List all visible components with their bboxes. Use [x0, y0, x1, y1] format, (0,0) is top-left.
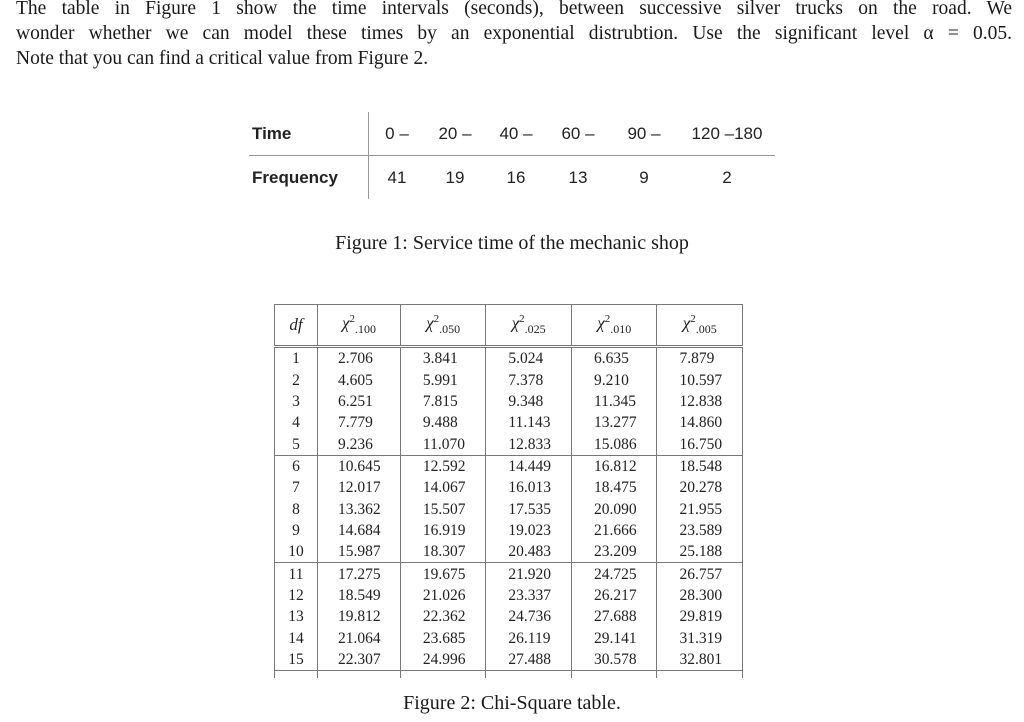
- df-value: 6: [275, 455, 318, 477]
- critical-value: 26.119: [486, 627, 572, 648]
- critical-value: 29.819: [657, 606, 743, 627]
- critical-value: 24.736: [486, 606, 572, 627]
- critical-value: 29.141: [571, 627, 657, 648]
- frequency-value: 19: [445, 167, 465, 187]
- chi-sup: 2: [433, 312, 440, 325]
- chi-table-row: [275, 520, 743, 541]
- critical-value: 14.449: [486, 455, 572, 477]
- time-bin: 0 –: [369, 112, 426, 156]
- critical-value: 25.188: [657, 541, 743, 563]
- statement-line: The table in Figure 1 show the time intervals (seconds), between successive silver trucks on the road. We: [16, 0, 1012, 19]
- chi-sub: .010: [610, 322, 632, 337]
- chi-table-row: [275, 585, 743, 606]
- critical-value: 11.143: [486, 412, 572, 433]
- critical-value: 10.645: [318, 455, 401, 477]
- critical-value: 7.378: [486, 369, 572, 390]
- critical-value: 21.666: [571, 520, 657, 541]
- df-value: 9: [275, 520, 318, 541]
- critical-value: 19.023: [486, 520, 572, 541]
- critical-value: 7.815: [400, 391, 486, 412]
- critical-value: 19.675: [400, 563, 486, 585]
- critical-value: 12.592: [400, 455, 486, 477]
- frequency-value: 16: [506, 167, 526, 187]
- df-value: 10: [275, 541, 318, 563]
- df-value: 3: [275, 391, 318, 412]
- critical-value: 14.860: [657, 412, 743, 433]
- critical-value: 18.548: [657, 455, 743, 477]
- chi-symbol: χ: [426, 313, 434, 333]
- chi-sub: .100: [354, 322, 376, 337]
- critical-value: 13.277: [571, 412, 657, 433]
- chi-table-row: [275, 563, 743, 585]
- df-value: 5: [275, 433, 318, 455]
- critical-value: 3.841: [400, 347, 486, 370]
- time-bin: 20 –: [425, 112, 485, 156]
- df-value: 2: [275, 369, 318, 390]
- df-header: df: [275, 305, 318, 347]
- chi-table-row: [275, 412, 743, 433]
- critical-value: 11.345: [571, 391, 657, 412]
- chi-symbol: χ: [511, 313, 520, 333]
- critical-value: 11.070: [400, 433, 486, 455]
- df-value: 13: [275, 606, 318, 627]
- frequency-table: [249, 112, 775, 199]
- critical-value: 21.026: [400, 585, 486, 606]
- chi-sub: .025: [524, 322, 546, 337]
- statement-line: wonder whether we can model these times by an exponential distrubtion. Use the significant level α = 0.05.: [16, 23, 1012, 44]
- time-bin: 60 –: [547, 112, 609, 156]
- critical-value: 30.578: [571, 649, 657, 671]
- critical-value: 20.278: [657, 477, 743, 498]
- critical-value: 18.549: [318, 585, 401, 606]
- critical-value: 13.362: [318, 498, 401, 519]
- critical-value: 21.920: [486, 563, 572, 585]
- chi-column-header: [400, 305, 486, 347]
- critical-value: 23.589: [657, 520, 743, 541]
- chi-column-header: [571, 305, 657, 347]
- chi-sup: 2: [690, 312, 696, 325]
- time-bin: 90 –: [609, 112, 679, 156]
- frequency-header: Frequency: [249, 156, 369, 200]
- df-value: 4: [275, 412, 318, 433]
- frequency-value: 2: [722, 167, 732, 187]
- critical-value: 22.307: [318, 649, 401, 671]
- critical-value: 7.879: [657, 347, 743, 370]
- critical-value: 26.757: [657, 563, 743, 585]
- critical-value: 14.067: [400, 477, 486, 498]
- chi-column-header: [318, 305, 401, 347]
- chi-column-header: [657, 305, 743, 347]
- chi-table-row: [275, 541, 743, 563]
- chi-table-row: [275, 391, 743, 412]
- critical-value: 24.725: [571, 563, 657, 585]
- empty-cell: [275, 671, 318, 678]
- df-value: 14: [275, 627, 318, 648]
- critical-value: 17.275: [318, 563, 401, 585]
- frequency-value: 41: [387, 167, 407, 187]
- critical-value: 16.812: [571, 455, 657, 477]
- critical-value: 16.750: [657, 433, 743, 455]
- chi-table-row: [275, 433, 743, 455]
- critical-value: 26.217: [571, 585, 657, 606]
- chi-sup: 2: [519, 312, 525, 325]
- chi-square-table-wrapper: [274, 304, 743, 678]
- chi-symbol: χ: [341, 313, 350, 333]
- critical-value: 7.779: [318, 412, 401, 433]
- frequency-value: 13: [568, 167, 588, 187]
- critical-value: 15.086: [571, 433, 657, 455]
- empty-cell: [571, 671, 657, 678]
- time-bin: 40 –: [485, 112, 547, 156]
- frequency-value: 9: [639, 167, 649, 187]
- critical-value: 32.801: [657, 649, 743, 671]
- critical-value: 16.919: [400, 520, 486, 541]
- critical-value: 23.337: [486, 585, 572, 606]
- chi-table-row: [275, 498, 743, 519]
- critical-value: 18.307: [400, 541, 486, 563]
- critical-value: 9.348: [486, 391, 572, 412]
- frequency-row: [249, 156, 775, 200]
- chi-sub: .005: [695, 322, 717, 337]
- chi-table-row: [275, 649, 743, 671]
- chi-table-row: [275, 455, 743, 477]
- critical-value: 21.064: [318, 627, 401, 648]
- chi-sup: 2: [604, 312, 611, 325]
- critical-value: 15.507: [400, 498, 486, 519]
- critical-value: 20.090: [571, 498, 657, 519]
- critical-value: 9.236: [318, 433, 401, 455]
- critical-value: 21.955: [657, 498, 743, 519]
- chi-table-row-cut: [275, 671, 743, 678]
- critical-value: 17.535: [486, 498, 572, 519]
- df-value: 15: [275, 649, 318, 671]
- critical-value: 23.685: [400, 627, 486, 648]
- chi-symbol: χ: [597, 313, 605, 333]
- df-value: 12: [275, 585, 318, 606]
- critical-value: 10.597: [657, 369, 743, 390]
- critical-value: 4.605: [318, 369, 401, 390]
- critical-value: 16.013: [486, 477, 572, 498]
- critical-value: 12.833: [486, 433, 572, 455]
- critical-value: 2.706: [318, 347, 401, 370]
- time-row: [249, 112, 775, 156]
- chi-symbol: χ: [682, 313, 691, 333]
- critical-value: 6.251: [318, 391, 401, 412]
- chi-table-row: [275, 369, 743, 390]
- df-value: 7: [275, 477, 318, 498]
- chi-sup: 2: [349, 312, 355, 325]
- time-header: Time: [249, 112, 369, 156]
- empty-cell: [400, 671, 486, 678]
- critical-value: 31.319: [657, 627, 743, 648]
- chi-column-header: [486, 305, 572, 347]
- empty-cell: [657, 671, 743, 678]
- critical-value: 20.483: [486, 541, 572, 563]
- figure2-caption: Figure 2: Chi-Square table.: [403, 692, 621, 714]
- critical-value: 15.987: [318, 541, 401, 563]
- chi-table-body: [275, 347, 743, 679]
- critical-value: 9.210: [571, 369, 657, 390]
- time-bin: 120 –180: [679, 112, 775, 156]
- critical-value: 14.684: [318, 520, 401, 541]
- chi-table-row: [275, 606, 743, 627]
- critical-value: 12.838: [657, 391, 743, 412]
- critical-value: 12.017: [318, 477, 401, 498]
- critical-value: 5.991: [400, 369, 486, 390]
- critical-value: 18.475: [571, 477, 657, 498]
- critical-value: 22.362: [400, 606, 486, 627]
- critical-value: 23.209: [571, 541, 657, 563]
- critical-value: 27.688: [571, 606, 657, 627]
- critical-value: 5.024: [486, 347, 572, 370]
- critical-value: 6.635: [571, 347, 657, 370]
- empty-cell: [318, 671, 401, 678]
- critical-value: 28.300: [657, 585, 743, 606]
- chi-sub: .050: [439, 322, 461, 337]
- critical-value: 9.488: [400, 412, 486, 433]
- empty-cell: [486, 671, 572, 678]
- chi-header-row: [275, 305, 743, 347]
- statement-line: Note that you can find a critical value from Figure 2.: [16, 48, 429, 69]
- df-value: 11: [275, 563, 318, 585]
- critical-value: 27.488: [486, 649, 572, 671]
- figure1-caption: Figure 1: Service time of the mechanic shop: [335, 232, 689, 254]
- critical-value: 19.812: [318, 606, 401, 627]
- problem-statement: [16, 0, 1012, 71]
- df-value: 1: [275, 347, 318, 370]
- df-value: 8: [275, 498, 318, 519]
- chi-square-table: [274, 304, 743, 678]
- chi-table-row: [275, 347, 743, 370]
- chi-table-row: [275, 477, 743, 498]
- chi-table-row: [275, 627, 743, 648]
- critical-value: 24.996: [400, 649, 486, 671]
